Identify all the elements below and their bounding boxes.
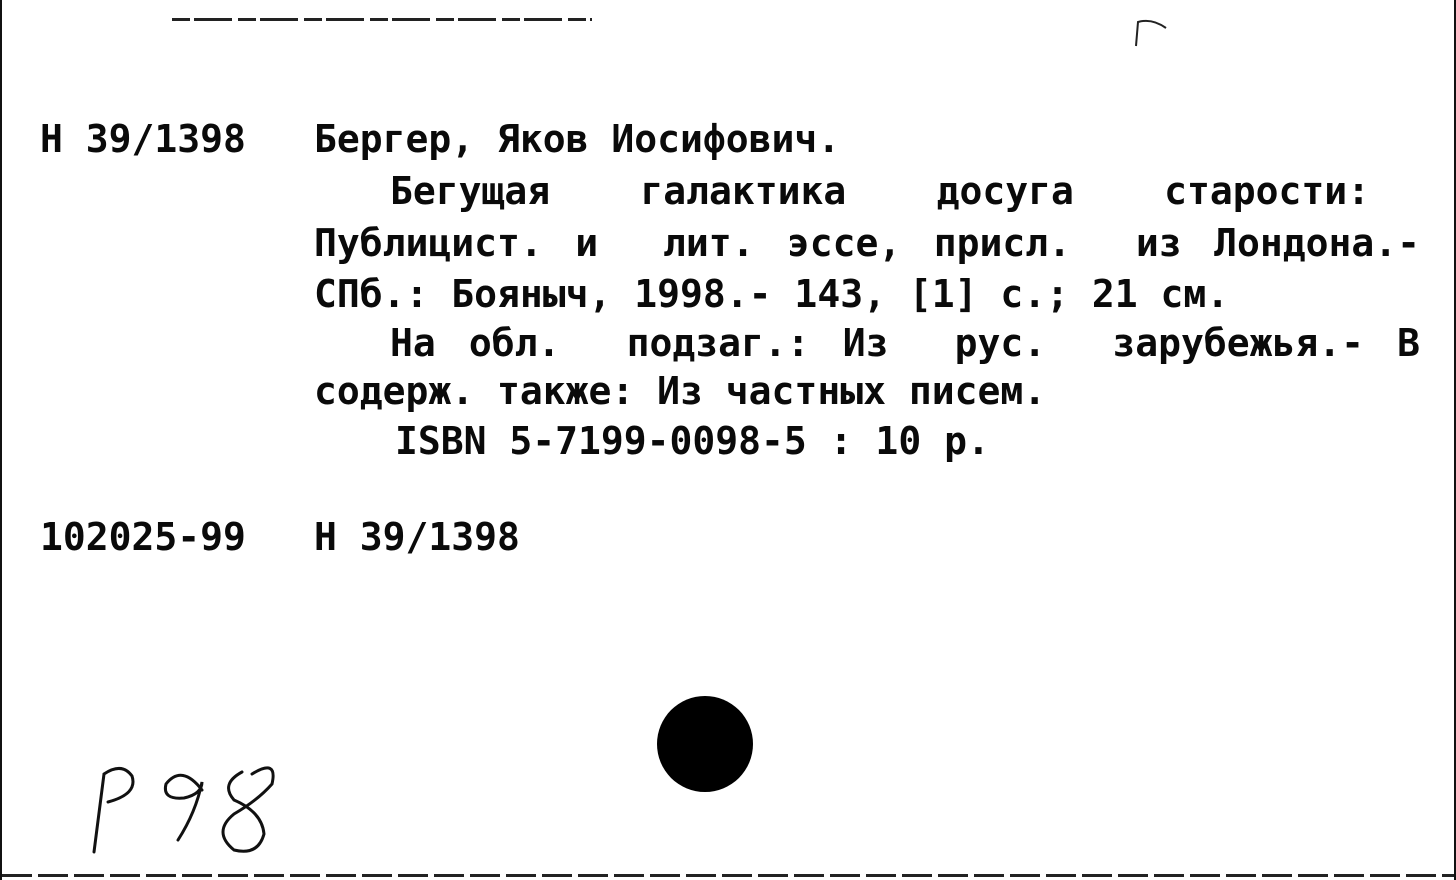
- isbn-line: ISBN 5-7199-0098-5 : 10 р.: [395, 419, 990, 463]
- corner-pen-mark: [1122, 16, 1182, 56]
- handwritten-shelf-note: [82, 760, 292, 860]
- author-heading: Бергер, Яков Иосифович.: [314, 117, 841, 161]
- imprint-line: СПб.: Бояныч, 1998.- 143, [1] с.; 21 см.: [314, 272, 1230, 316]
- call-number: Н 39/1398: [40, 117, 246, 161]
- shelf-mark: Н 39/1398: [314, 515, 520, 559]
- top-dashed-rule: [172, 18, 592, 21]
- note-line-2: содерж. также: Из частных писем.: [314, 369, 1047, 413]
- accession-number: 102025-99: [40, 515, 246, 559]
- note-line-1: На обл. подзаг.: Из рус. зарубежья.- В: [390, 321, 1420, 365]
- title-line-1: Бегущая галактика досуга старости:: [390, 169, 1370, 213]
- title-line-2: Публицист. и лит. эссе, присл. из Лондона.-: [314, 221, 1420, 265]
- bottom-dashed-rule: [2, 874, 1456, 877]
- punch-hole: [657, 696, 753, 792]
